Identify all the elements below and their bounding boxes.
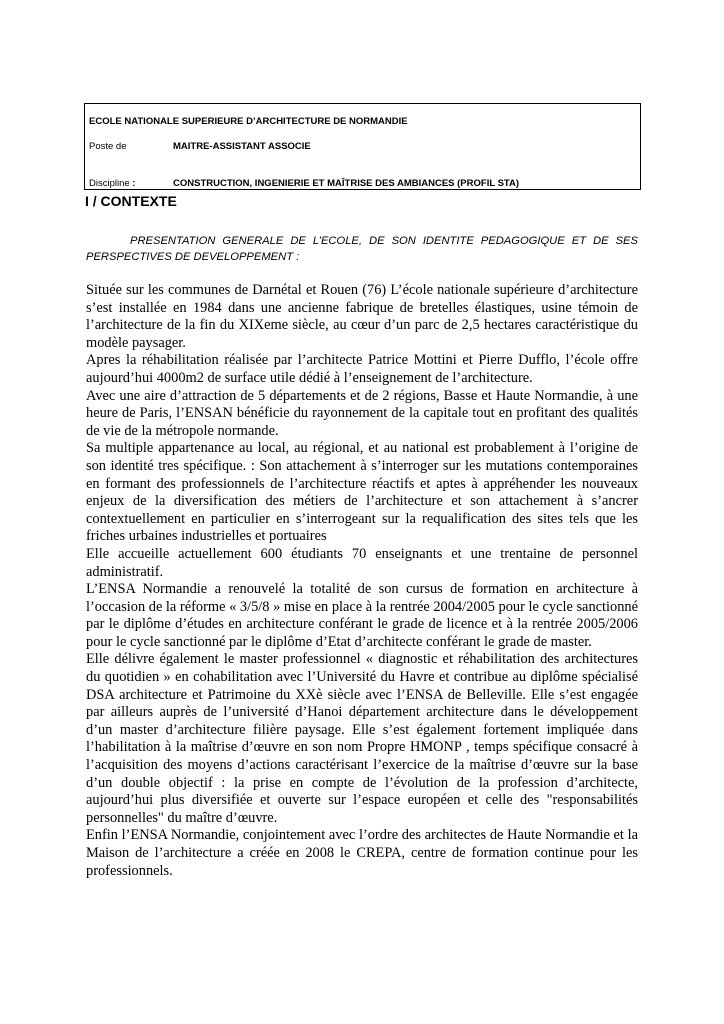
header-box <box>84 103 641 190</box>
section-title: I / CONTEXTE <box>85 193 177 209</box>
discipline-colon: : <box>129 178 136 189</box>
post-label: Poste de <box>89 141 127 152</box>
paragraph: Elle accueille actuellement 600 étudiants 70 enseignants et une trentaine de personnel administratif. <box>86 545 638 580</box>
discipline-row <box>89 178 519 189</box>
paragraph: Avec une aire d’attraction de 5 départements et de 2 régions, Basse et Haute Normandie, à une heure de Paris, l’ENSAN bénéficie du rayonnement de la capitale tout en profitant des qualités de vie de la métropole normande. <box>86 387 638 439</box>
paragraph: Sa multiple appartenance au local, au régional, et au national est probablement à l’origine de son identité tres spécifique. : Son attachement à s’interroger sur les mutations contemporaines en formant des professionnels de l’architecture réactifs et aptes à appréhender les nouveaux enjeux de la diversification des métiers de l’architecture et son attachement à s’ancrer contextuellement en particulier en s’interrogeant sur la requalification des sites tels que les friches urbaines industrielles et portuaires <box>86 440 638 545</box>
paragraph: Elle délivre également le master professionnel « diagnostic et réhabilitation des architectures du quotidien » en cohabilitation avec l’Université du Havre et contribue au diplôme spécialisé DSA architecture et Patrimoine du XXè siècle avec l’ENSA de Belleville. Elle s’est engagée par ailleurs auprès de l’université d’Hanoi département architecture dans le développement d’un master d’architecture filière paysage. Elle s’est également fortement impliquée dans l’habilitation à la maîtrise d’œuvre en son nom Propre HMONP , temps spécifique consacré à l’acquisition des moyens d’actions caractérisant l’exercice de la maîtrise d’œuvre sur la base d’un double objectif : la prise en compte de l’évolution de la profession d’architecte, aujourd’hui plus diversifiée et ouverte sur l’espace européen et celle des "responsabilités personnelles" du maître d’œuvre. <box>86 651 638 826</box>
post-value: MAITRE-ASSISTANT ASSOCIE <box>173 141 311 152</box>
section-subtitle: PRESENTATION GENERALE DE L’ECOLE, DE SON IDENTITE PEDAGOGIQUE ET DE SES PERSPECTIVES DE DEVELOPPEMENT : <box>86 235 638 263</box>
paragraph: Enfin l’ENSA Normandie, conjointement avec l’ordre des architectes de Haute Normandie et la Maison de l’architecture a créée en 2008 le CREPA, centre de formation continue pour les professionnels. <box>86 827 638 879</box>
paragraph: Apres la réhabilitation réalisée par l’architecte Patrice Mottini et Pierre Dufflo, l’école offre aujourd’hui 4000m2 de surface utile dédié à l’enseignement de l’architecture. <box>86 352 638 386</box>
paragraph: L’ENSA Normandie a renouvelé la totalité de son cursus de formation en architecture à l’occasion de la réforme « 3/5/8 » mise en place à la rentrée 2004/2005 pour le cycle sanctionné par le diplôme d’études en architecture conférant le grade de licence et à la rentrée 2005/2006 pour le cycle sanctionné par le diplôme d’Etat d’architecte conférant le grade de master. <box>86 581 638 650</box>
post-row <box>89 141 311 152</box>
body-text <box>86 282 638 880</box>
discipline-value: CONSTRUCTION, INGENIERIE ET MAÎTRISE DES AMBIANCES (PROFIL STA) <box>173 178 520 189</box>
discipline-label: Discipline <box>89 178 130 189</box>
school-name: ECOLE NATIONALE SUPERIEURE D’ARCHITECTURE DE NORMANDIE <box>89 116 408 127</box>
discipline-label-wrap <box>89 178 173 189</box>
paragraph: Située sur les communes de Darnétal et Rouen (76) L’école nationale supérieure d’architecture s’est installée en 1984 dans une ancienne fabrique de bretelles élastiques, usine témoin de l’architecture de la fin du XIXeme siècle, au cœur d’un parc de 2,5 hectares caractéristique du modèle paysager. <box>86 282 638 351</box>
